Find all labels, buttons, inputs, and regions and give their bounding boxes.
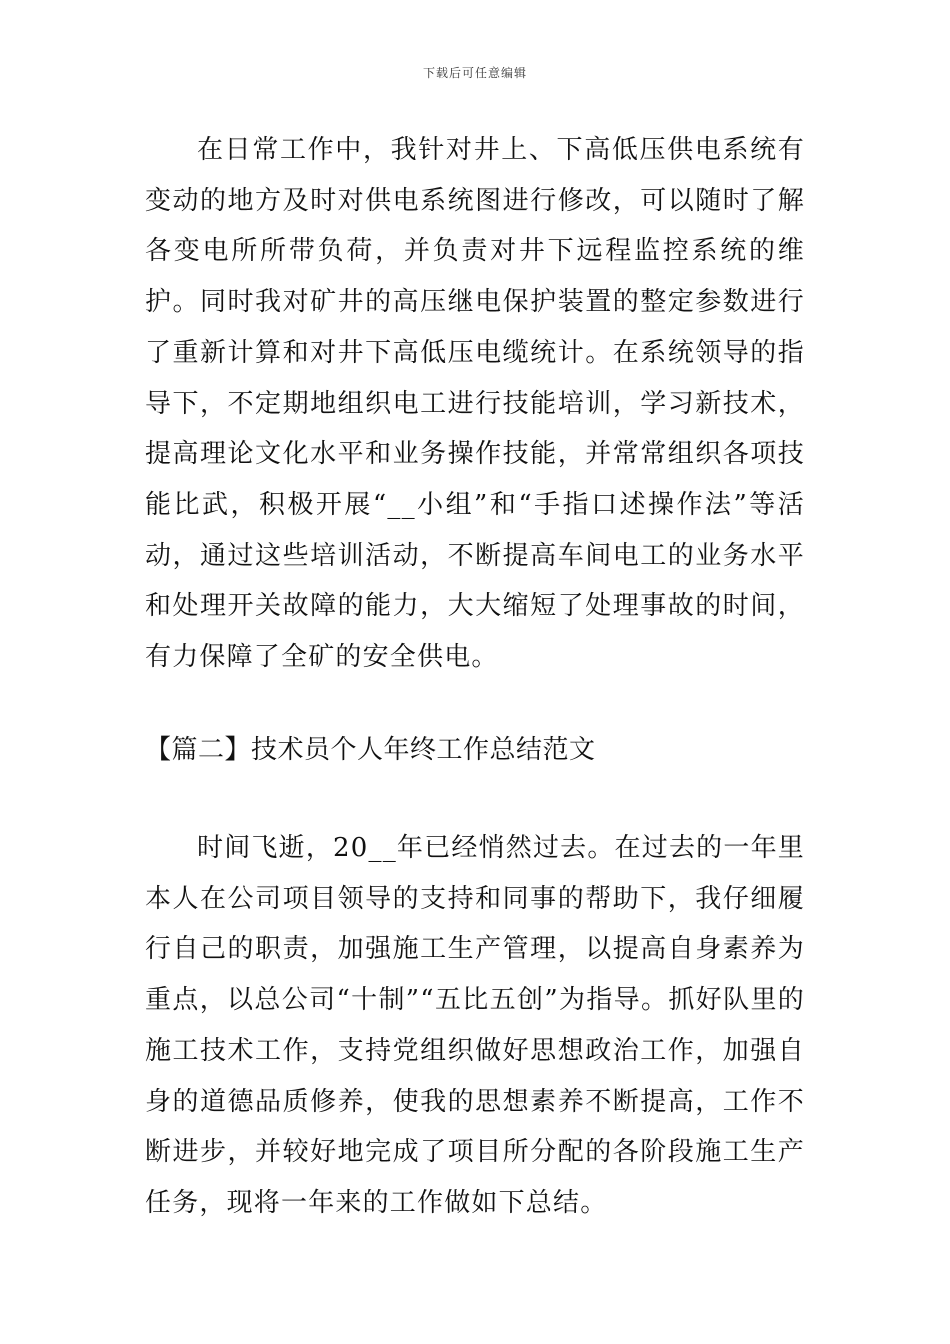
section-heading: 【篇二】技术员个人年终工作总结范文 <box>145 735 596 765</box>
body-paragraph-2: 时间飞逝，20__年已经悄然过去。在过去的一年里本人在公司项目领导的支持和同事的帮助下，我仔细履行自己的职责，加强施工生产管理，以提高自身素养为重点，以总公司“十制”“五比五创”为指导。抓好队里的施工技术工作，支持党组织做好思想政治工作，加强自身的道德品质修养，使我的思想素养不断提高，工作不断进步，并较好地完成了项目所分配的各阶段施工生产任务，现将一年来的工作做如下总结。 <box>145 833 805 1218</box>
body-paragraph-1: 在日常工作中，我针对井上、下高低压供电系统有变动的地方及时对供电系统图进行修改，可以随时了解各变电所所带负荷，并负责对井下远程监控系统的维护。同时我对矿井的高压继电保护装置的整定参数进行了重新计算和对井下高低压电缆统计。在系统领导的指导下，不定期地组织电工进行技能培训，学习新技术，提高理论文化水平和业务操作技能，并常常组织各项技能比武，积极开展“__小组”和“手指口述操作法”等活动，通过这些培训活动，不断提高车间电工的业务水平和处理开关故障的能力，大大缩短了处理事故的时间，有力保障了全矿的安全供电。 <box>145 135 805 673</box>
header-note: 下载后可任意编辑 <box>422 66 527 80</box>
